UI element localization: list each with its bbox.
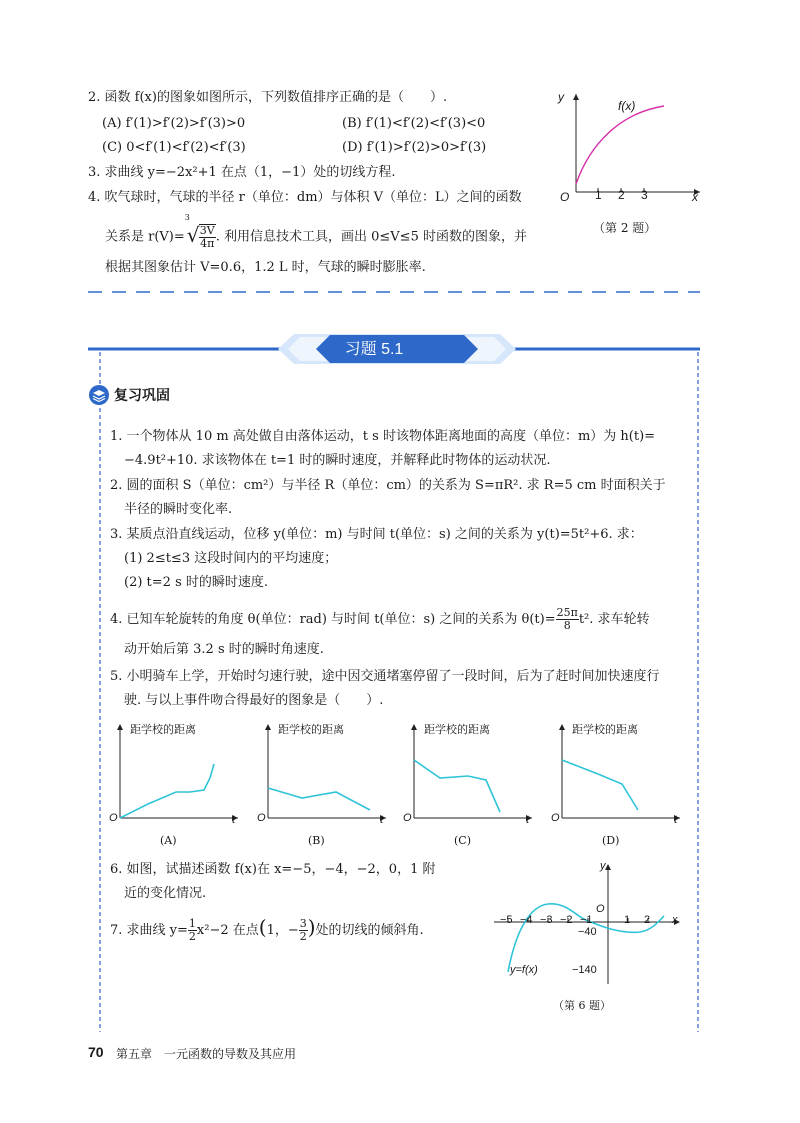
graph2-x-label: x — [692, 190, 698, 204]
graph-a-caption: (A) — [160, 834, 177, 847]
graph2-caption: （第 2 题） — [593, 221, 657, 235]
e2-line1: 2. 圆的面积 S（单位：cm²）与半径 R（单位：cm）的关系为 S=πR². 求 R=5 cm 时面积关于 — [110, 478, 666, 493]
graph-d-line — [562, 760, 638, 810]
y-axis-arrow — [573, 94, 579, 100]
e5-line2: 驶. 与以上事件吻合得最好的图象是（ ）. — [124, 693, 384, 708]
dashed-separator — [88, 290, 700, 294]
graph2-origin: O — [560, 190, 570, 204]
graph-b-origin: O — [257, 812, 266, 824]
graph6-xtick-7: 2 — [644, 914, 651, 926]
graph-d-origin: O — [551, 812, 560, 824]
chapter-title: 第五章 一元函数的导数及其应用 — [116, 1047, 297, 1061]
e3-line1: 3. 某质点沿直线运动，位移 y(单位：m) 与时间 t(单位：s) 之间的关系为 y(t)=5t²+6. 求： — [110, 527, 643, 542]
graph-a-origin: O — [109, 812, 118, 824]
root-den: 4π — [200, 236, 215, 250]
e4-suffix: t². 求车轮转 — [578, 612, 650, 627]
q2-option-d: (D) f′(1)>f′(2)>0>f′(3) — [342, 140, 487, 155]
graph-d — [559, 724, 680, 821]
graph-b-line — [268, 788, 370, 810]
e6-line1: 6. 如图，试描述函数 f(x)在 x=−5，−4，−2，0，1 附 — [110, 862, 436, 877]
graph6-origin: O — [596, 903, 605, 915]
layers-icon — [88, 384, 110, 406]
e7-point-a: 1，− — [266, 923, 299, 938]
graph-a — [117, 724, 238, 821]
graph6-xtick-4: −2 — [560, 914, 573, 926]
graph2-tick-2: 2 — [618, 188, 625, 202]
e7-frac1-den: 2 — [188, 930, 196, 943]
graph-b-ylabel: 距学校的距离 — [278, 723, 344, 736]
q2-option-a: (A) f′(1)>f′(2)>f′(3)>0 — [102, 116, 246, 131]
graph2-tick-1: 1 — [595, 188, 602, 202]
graph6-y: y — [600, 860, 606, 872]
graph2-func-label: f(x) — [618, 99, 636, 113]
graph-a-ylabel: 距学校的距离 — [130, 723, 196, 736]
q4-line2-rest: . 利用信息技术工具，画出 0≤V≤5 时函数的图象，并 — [215, 229, 527, 245]
e7-frac2-den: 2 — [299, 930, 307, 943]
curve-f — [576, 106, 664, 184]
graph2-tick-3: 3 — [641, 188, 648, 202]
e7-frac2-num: 3 — [299, 917, 307, 930]
graph-b-caption: (B) — [308, 834, 325, 847]
e3-sub2: (2) t=2 s 时的瞬时速度. — [124, 575, 269, 590]
graph6-x: x — [672, 914, 678, 926]
e3-sub1: (1) 2≤t≤3 这段时间内的平均速度； — [124, 551, 338, 566]
q4-line3: 根据其图象估计 V=0.6，1.2 L 时，气球的瞬时膨胀率. — [105, 260, 426, 275]
graph-d-x: t — [674, 814, 678, 826]
e1-line1: 1. 一个物体从 10 m 高处做自由落体运动，t s 时该物体距离地面的高度（单位：m）为 h(t)= — [110, 429, 656, 444]
root-num: 3V — [199, 223, 215, 237]
q2-option-b: (B) f′(1)<f′(2)<f′(3)<0 — [342, 116, 486, 131]
graph6-xtick-2: −4 — [520, 914, 533, 926]
q3-text: 3. 求曲线 y=−2x²+1 在点（1，−1）处的切线方程. — [88, 165, 396, 180]
graph-c-line — [414, 760, 500, 812]
graph6-ytick-1: −40 — [578, 926, 597, 938]
graph-c-caption: (C) — [454, 834, 471, 847]
e7-prefix: 7. 求曲线 y= — [110, 923, 188, 938]
graph-c-origin: O — [403, 812, 412, 824]
graph6-ytick-2: −140 — [572, 964, 597, 976]
e4-frac-num: 25π — [556, 606, 578, 619]
e1-line2: −4.9t²+10. 求该物体在 t=1 时的瞬时速度，并解释此时物体的运动状况. — [124, 453, 551, 468]
page-number: 70 — [88, 1044, 104, 1060]
e7-line: 7. 求曲线 y= $\frac{1}{2}$ x²−2 在点(1，− $\frac{3}{2}$ )处的切线的倾斜角. — [110, 915, 424, 943]
e4-prefix: 4. 已知车轮旋转的角度 θ(单位：rad) 与时间 t(单位：s) 之间的关系为 θ(t)= — [110, 612, 556, 627]
q4-prefix: 关系是 r(V)= — [105, 229, 185, 245]
root-index: 3 — [184, 213, 190, 222]
q2-text: 2. 函数 f(x)的图象如图所示，下列数值排序正确的是（ ）. — [88, 90, 448, 105]
e5-line1: 5. 小明骑车上学，开始时匀速行驶，途中因交通堵塞停留了一段时间，后为了赶时间加快速度行 — [110, 669, 660, 684]
graph-a-line — [120, 764, 214, 818]
graph6-xtick-3: −3 — [540, 914, 553, 926]
q4-line2 — [105, 213, 527, 252]
graph2-y-label: y — [558, 90, 564, 104]
graph-a-x: t — [232, 814, 236, 826]
graph6-xtick-1: −5 — [500, 914, 513, 926]
section-subtitle: 复习巩固 — [114, 388, 170, 404]
e7-frac1-num: 1 — [188, 917, 196, 930]
graph6-func-label: y=f(x) — [510, 964, 538, 976]
q4-line1: 4. 吹气球时，气球的半径 r（单位：dm）与体积 V（单位：L）之间的函数 — [88, 190, 522, 205]
e7-suffix: 处的切线的倾斜角. — [315, 923, 424, 938]
cube-root: 3 √ $\frac{3V}{4\pi}$ — [184, 213, 215, 250]
graph-d-caption: (D) — [602, 834, 620, 847]
graph-c-ylabel: 距学校的距离 — [424, 723, 490, 736]
e2-line2: 半径的瞬时变化率. — [124, 502, 233, 517]
graph-d-ylabel: 距学校的距离 — [572, 723, 638, 736]
graph-b-x: t — [380, 814, 384, 826]
graph-c-x: t — [526, 814, 530, 826]
e4-frac-den: 8 — [563, 619, 571, 632]
e6-line2: 近的变化情况. — [124, 886, 207, 901]
e4-line1 — [110, 603, 650, 637]
graph6-xtick-5: −1 — [580, 914, 593, 926]
graph-b — [265, 724, 386, 821]
q2-option-c: (C) 0<f′(1)<f′(2)<f′(3) — [102, 140, 246, 155]
e4-line2: 动开始后第 3.2 s 时的瞬时角速度. — [124, 642, 324, 657]
graph-c — [411, 724, 532, 821]
graph6-caption: （第 6 题） — [553, 999, 611, 1012]
section-title: 习题 5.1 — [344, 341, 404, 358]
graph6-xtick-6: 1 — [624, 914, 631, 926]
e7-mid: x²−2 在点 — [196, 923, 259, 938]
